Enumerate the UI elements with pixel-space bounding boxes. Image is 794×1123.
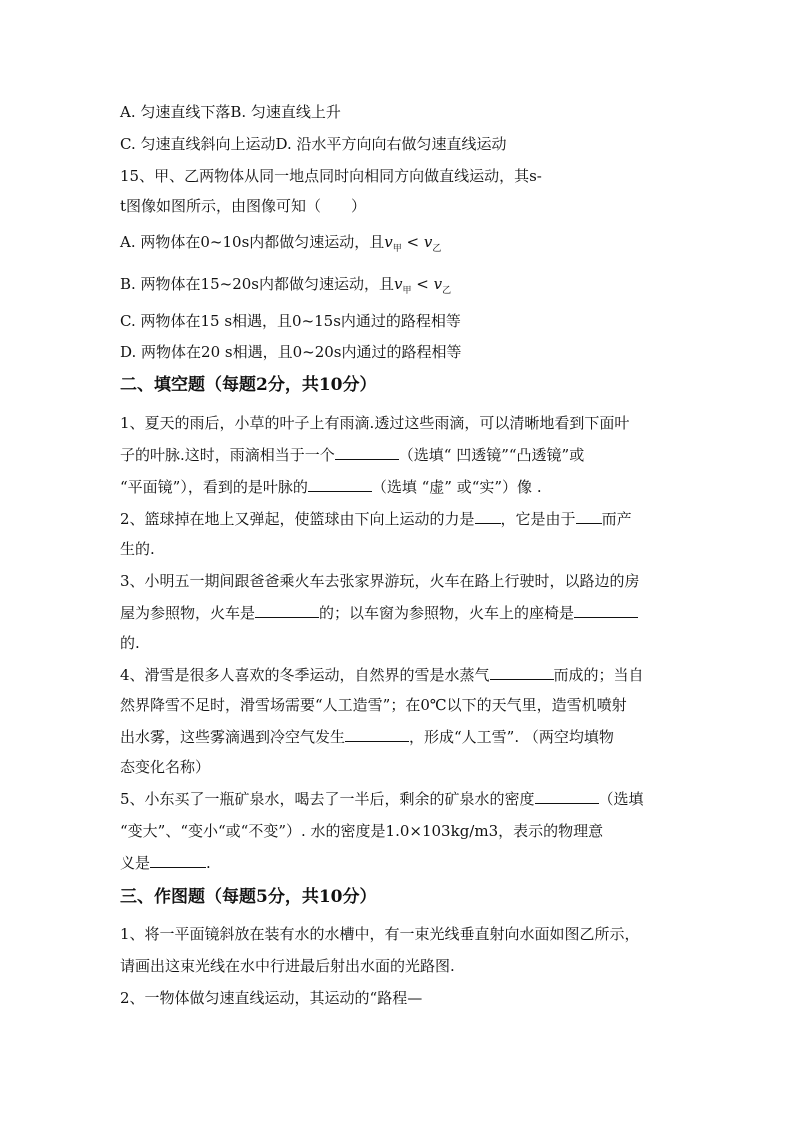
answer-blank bbox=[150, 853, 206, 868]
subscript-jia: 甲 bbox=[392, 244, 402, 254]
less-than: < bbox=[411, 275, 434, 293]
answer-blank bbox=[576, 509, 602, 524]
s2-q5-l1b: （选填 bbox=[598, 790, 644, 808]
q15-stem-line2: t图像如图所示，由图像可知（ ） bbox=[120, 197, 367, 215]
s3-q1-line2: 请画出这束光线在水中行进最后射出水面的光路图. bbox=[120, 957, 455, 975]
q14-option-cd: C. 匀速直线斜向上运动D. 沿水平方向向右做匀速直线运动 bbox=[120, 135, 507, 153]
q15-option-a-text: A. 两物体在0~10s内都做匀速运动，且 bbox=[120, 233, 385, 251]
answer-blank bbox=[345, 727, 409, 742]
s2-q5-l3a: 义是 bbox=[120, 854, 151, 872]
s2-q5-line3 bbox=[120, 853, 680, 873]
answer-blank bbox=[490, 665, 554, 680]
s2-q5-line1 bbox=[120, 789, 680, 809]
s2-q3-line3: 的. bbox=[120, 634, 140, 652]
s2-q4-line4: 态变化名称） bbox=[120, 758, 211, 776]
s2-q2-l1a: 2、篮球掉在地上又弹起，使篮球由下向上运动的力是 bbox=[120, 510, 475, 528]
q14-option-ab: A. 匀速直线下落B. 匀速直线上升 bbox=[120, 103, 341, 121]
q15-option-a bbox=[120, 232, 680, 259]
less-than: < bbox=[401, 233, 424, 251]
s2-q4-l3b: ，形成“人工雪”. （两空均填物 bbox=[409, 728, 614, 746]
q15-option-c: C. 两物体在15 s相遇，且0~15s内通过的路程相等 bbox=[120, 312, 461, 330]
answer-blank bbox=[535, 789, 599, 804]
s2-q2-line1 bbox=[120, 509, 680, 529]
s2-q2-l1c: 而产 bbox=[601, 510, 632, 528]
answer-blank bbox=[255, 603, 319, 618]
s2-q1-l3a: “平面镜”），看到的是叶脉的 bbox=[120, 478, 308, 496]
velocity-symbol: v bbox=[394, 275, 403, 293]
s2-q1-l3b: （选填 “虚” 或“实”）像 . bbox=[371, 478, 542, 496]
answer-blank bbox=[308, 477, 372, 492]
s2-q4-line1 bbox=[120, 665, 680, 685]
s2-q1-line2 bbox=[120, 445, 680, 465]
s2-q3-line2 bbox=[120, 603, 680, 623]
s3-q1-line1: 1、将一平面镜斜放在装有水的水槽中，有一束光线垂直射向水面如图乙所示， bbox=[120, 925, 640, 943]
answer-blank bbox=[335, 445, 399, 460]
s2-q1-l2b: （选填“ 凹透镜”“凸透镜”或 bbox=[398, 446, 585, 464]
s2-q4-l1a: 4、滑雪是很多人喜欢的冬季运动，自然界的雪是水蒸气 bbox=[120, 666, 490, 684]
s2-q4-l1b: 而成的；当自 bbox=[553, 666, 644, 684]
s2-q3-l2a: 屋为参照物，火车是 bbox=[120, 604, 256, 622]
q15-option-b bbox=[120, 274, 680, 301]
s2-q3-l2b: 的；以车窗为参照物，火车上的座椅是 bbox=[319, 604, 575, 622]
s2-q5-l1a: 5、小东买了一瓶矿泉水，喝去了一半后，剩余的矿泉水的密度 bbox=[120, 790, 535, 808]
q15-stem-line1: 15、甲、乙两物体从同一地点同时向相同方向做直线运动，其s- bbox=[120, 167, 542, 185]
velocity-symbol: v bbox=[433, 275, 443, 293]
section3-title: 三、作图题（每题5分，共10分） bbox=[120, 887, 377, 907]
s2-q4-line2: 然界降雪不足时，滑雪场需要“人工造雪”；在0℃以下的天气里，造雪机喷射 bbox=[120, 696, 627, 714]
subscript-yi: 乙 bbox=[432, 244, 442, 254]
subscript-jia: 甲 bbox=[402, 286, 412, 296]
section2-title: 二、填空题（每题2分，共10分） bbox=[120, 375, 377, 395]
velocity-symbol: v bbox=[384, 233, 393, 251]
s2-q5-l3b: . bbox=[206, 854, 211, 872]
s2-q2-l1b: ，它是由于 bbox=[500, 510, 576, 528]
s2-q4-l3a: 出水雾，这些雾滴遇到冷空气发生 bbox=[120, 728, 346, 746]
s2-q5-line2: “变大”、“变小“或“不变”）. 水的密度是1.0×103kg/m3，表示的物理意 bbox=[120, 822, 604, 840]
answer-blank bbox=[475, 509, 501, 524]
s2-q1-line3 bbox=[120, 477, 680, 497]
s2-q1-l2a: 子的叶脉.这时，雨滴相当于一个 bbox=[120, 446, 335, 464]
s2-q4-line3 bbox=[120, 727, 680, 747]
answer-blank bbox=[574, 603, 638, 618]
s2-q2-line2: 生的. bbox=[120, 540, 155, 558]
q15-option-b-text: B. 两物体在15~20s内都做匀速运动，且 bbox=[120, 275, 395, 293]
velocity-symbol: v bbox=[423, 233, 433, 251]
q15-option-d: D. 两物体在20 s相遇，且0~20s内通过的路程相等 bbox=[120, 343, 462, 361]
s2-q1-line1: 1、夏天的雨后，小草的叶子上有雨滴.透过这些雨滴，可以清晰地看到下面叶 bbox=[120, 414, 630, 432]
subscript-yi: 乙 bbox=[442, 286, 452, 296]
s3-q2-line1: 2、一物体做匀速直线运动，其运动的“路程— bbox=[120, 989, 423, 1007]
s2-q3-line1: 3、小明五一期间跟爸爸乘火车去张家界游玩，火车在路上行驶时，以路边的房 bbox=[120, 572, 640, 590]
